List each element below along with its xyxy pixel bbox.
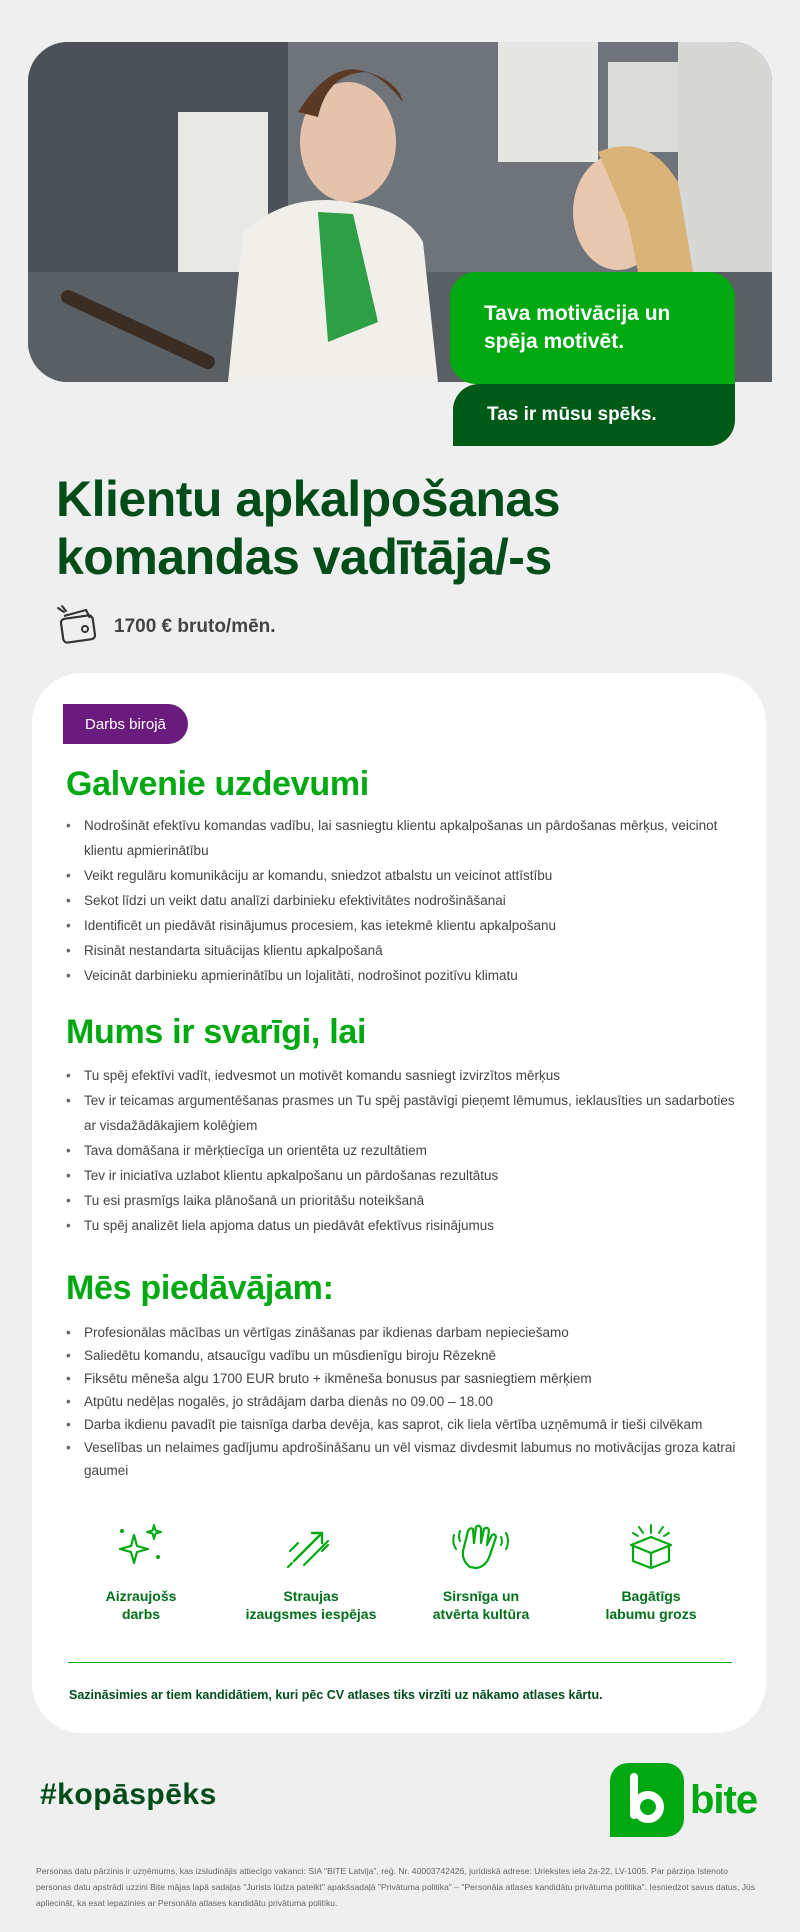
list-item: • Tev ir teicamas argumentēšanas prasmes un Tu spēj pastāvīgi pieņemt lēmumus, ieklausīties un sadarboties ar visdažādākajiem kolēģiem — [66, 1088, 746, 1138]
benefit-label: Sirsnīga un atvērta kultūra — [432, 1588, 530, 1622]
strength-banner: Tas ir mūsu spēks. — [453, 384, 735, 446]
tasks-list — [66, 813, 746, 988]
requirements-heading: Mums ir svarīgi, lai — [66, 1013, 367, 1051]
job-details-card — [32, 673, 766, 1733]
benefit-label: Straujas izaugsmes iespējas — [245, 1588, 377, 1622]
list-item: • Tava domāšana ir mērķtiecīga un orientēta uz rezultātiem — [66, 1138, 746, 1163]
list-item: • Veicināt darbinieku apmierinātību un lojalitāti, nodrošinot pozitīvu klimatu — [66, 963, 746, 988]
growth-arrows-icon — [284, 1521, 338, 1571]
work-type-badge: Darbs birojā — [63, 704, 188, 744]
list-item: • Fiksētu mēneša algu 1700 EUR bruto + ikmēneša bonusus par sasniegtiem mērķiem — [66, 1367, 746, 1390]
sparkles-icon — [114, 1521, 168, 1571]
brand-name: bite — [690, 1777, 758, 1822]
list-item: • Tev ir iniciatīva uzlabot klientu apkalpošanu un pārdošanas rezultātus — [66, 1163, 746, 1188]
waving-hand-icon — [450, 1521, 512, 1571]
job-title: Klientu apkalpošanas komandas vadītāja/-s — [56, 471, 561, 585]
benefit-item — [576, 1521, 726, 1623]
wallet-icon — [54, 604, 100, 649]
motivation-banner: Tava motivācija un spēja motivēt. — [450, 272, 735, 384]
selection-note: Sazināsimies ar tiem kandidātiem, kuri pēc CV atlases tiks virzīti uz nākamo atlases kārtu. — [69, 1688, 603, 1702]
list-item: • Risināt nestandarta situācijas klientu apkalpošanā — [66, 938, 746, 963]
list-item: • Tu spēj efektīvi vadīt, iedvesmot un motivēt komandu sasniegt izvirzītos mērķus — [66, 1063, 746, 1088]
list-item: • Darba ikdienu pavadīt pie taisnīga darba devēja, kas saprot, cik liela vērtība uzņēmumā ir tieši cilvēkam — [66, 1413, 746, 1436]
gift-box-icon — [623, 1521, 679, 1571]
bite-logo-mark — [610, 1763, 684, 1837]
benefits-row — [66, 1521, 726, 1651]
list-item: • Veikt regulāru komunikāciju ar komandu, sniedzot atbalstu un veicinot attīstību — [66, 863, 746, 888]
tasks-heading: Galvenie uzdevumi — [66, 765, 369, 803]
list-item: • Saliedētu komandu, atsaucīgu vadību un mūsdienīgu biroju Rēzeknē — [66, 1344, 746, 1367]
privacy-notice: Personas datu pārzinis ir uzņēmums, kas izsludinājis attiecīgo vakanci: SIA "BITE Latvija", reģ. Nr. 40003742426, juridiskā adrese: Uriekstes iela 2a-22, LV-1005. Par pārziņa īstenoto personas datu apstrādi uzzini Bite mājas lapā sadaļas "Jurists lūdza pateikt" apakšsadaļā "Privātuma politika" – "Personāla atlases kandidātu privātuma politika". Iesniedzot savus datus, Jūs apliecināt, ka esat iepazinies ar Personāla atlases kandidātu privātuma politiku. — [36, 1866, 756, 1908]
benefit-label: Aizraujošs darbs — [105, 1588, 177, 1622]
divider — [68, 1662, 732, 1663]
list-item: • Veselības un nelaimes gadījumu apdrošināšanu un vēl vismaz divdesmit labumus no motivācijas groza katrai gaumei — [66, 1436, 746, 1482]
benefit-label: Bagātīgs labumu grozs — [605, 1588, 697, 1622]
salary-amount: 1700 € bruto/mēn. — [114, 615, 276, 637]
list-item: • Profesionālas mācības un vērtīgas zināšanas par ikdienas darbam nepieciešamo — [66, 1321, 746, 1344]
list-item: • Nodrošināt efektīvu komandas vadību, lai sasniegtu klientu apkalpošanas un pārdošanas mērķus, veicinot klientu apmierinātību — [66, 813, 746, 863]
salary-row — [54, 604, 276, 649]
benefit-item — [236, 1521, 386, 1623]
list-item: • Tu esi prasmīgs laika plānošanā un prioritāšu noteikšanā — [66, 1188, 746, 1213]
offer-list — [66, 1321, 746, 1482]
benefit-item — [66, 1521, 216, 1623]
requirements-list — [66, 1063, 746, 1238]
list-item: • Tu spēj analizēt liela apjoma datus un piedāvāt efektīvus risinājumus — [66, 1213, 746, 1238]
list-item: • Sekot līdzi un veikt datu analīzi darbinieku efektivitātes nodrošināšanai — [66, 888, 746, 913]
benefit-item — [406, 1521, 556, 1623]
bite-logo — [610, 1763, 757, 1837]
hashtag: #kopāspēks — [40, 1778, 217, 1811]
list-item: • Identificēt un piedāvāt risinājumus procesiem, kas ietekmē klientu apkalpošanu — [66, 913, 746, 938]
offer-heading: Mēs piedāvājam: — [66, 1269, 334, 1307]
list-item: • Atpūtu nedēļas nogalēs, jo strādājam darba dienās no 09.00 – 18.00 — [66, 1390, 746, 1413]
